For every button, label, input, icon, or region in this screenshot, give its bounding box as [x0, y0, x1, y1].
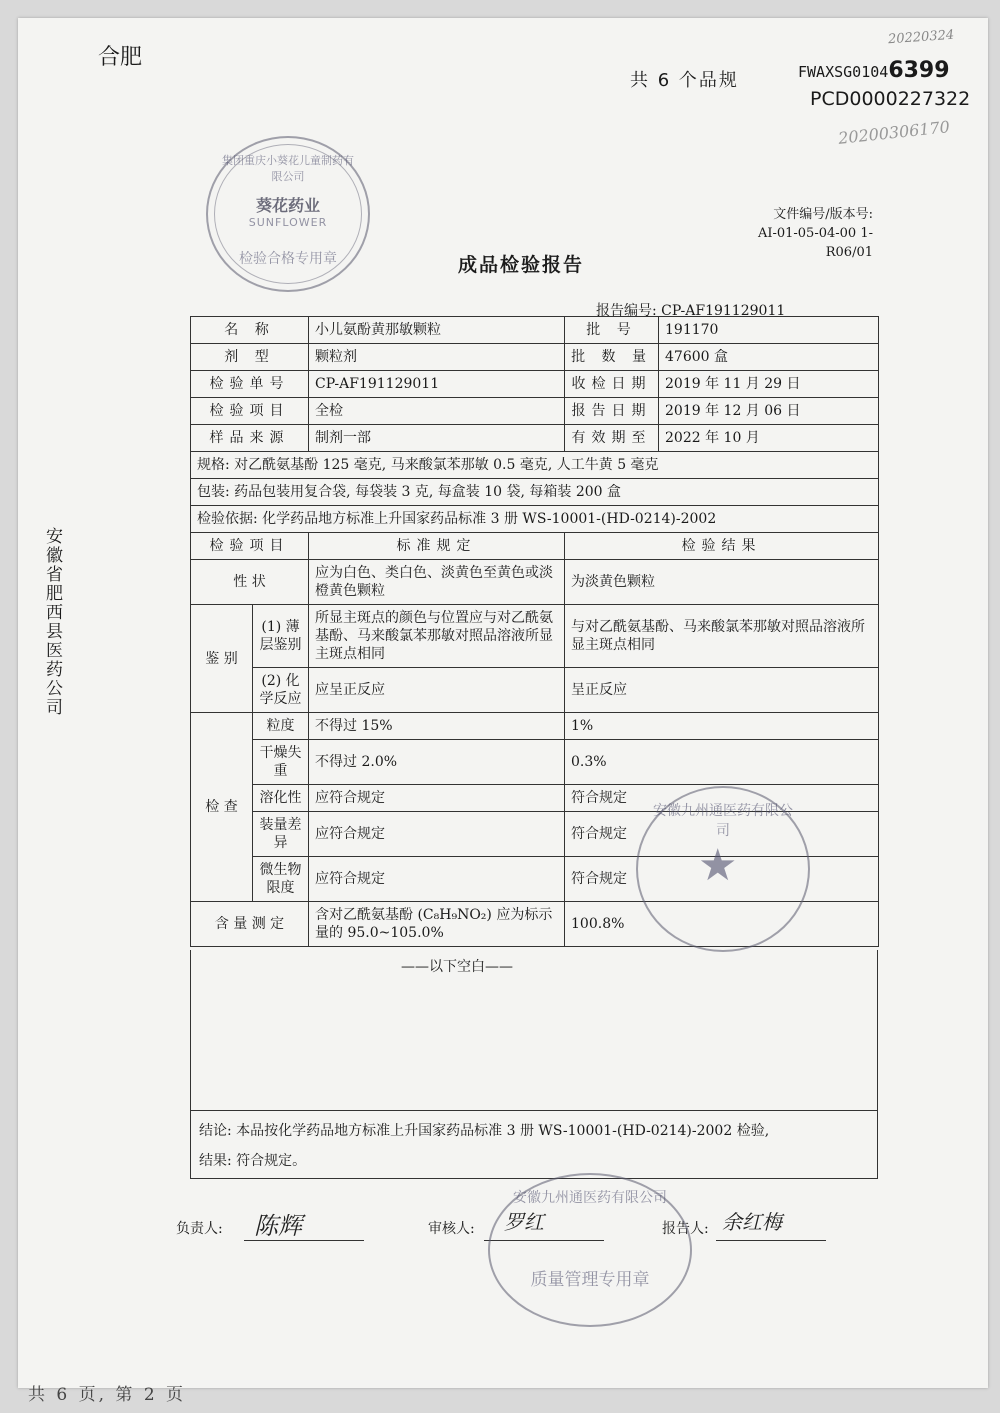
dry-result: 0.3% — [565, 740, 879, 785]
table-row — [191, 713, 879, 740]
valid-label: 有效期至 — [565, 425, 659, 452]
fill-result: 符合规定 — [565, 812, 879, 857]
receive-date-value: 2019 年 11 月 29 日 — [659, 371, 879, 398]
city-label: 合肥 — [98, 45, 143, 70]
reviewer-signature: 罗红 — [504, 1210, 544, 1234]
chem-name: (2) 化学反应 — [253, 668, 309, 713]
handwritten-note: 20220324 — [887, 27, 955, 48]
chem-result: 呈正反应 — [565, 668, 879, 713]
qty-label: 批 数 量 — [565, 344, 659, 371]
jiuzhou-seal: 安徽九州通医药有限公司 ★ — [636, 786, 810, 952]
check-group: 检 查 — [191, 713, 253, 902]
table-row — [191, 479, 879, 506]
result-text: 结果: 符合规定。 — [199, 1153, 307, 1169]
item-value: 全检 — [309, 398, 565, 425]
reporter-label: 报告人: — [662, 1221, 709, 1237]
form-label: 剂 型 — [191, 344, 309, 371]
micro-result: 符合规定 — [565, 857, 879, 902]
report-date-value: 2019 年 12 月 06 日 — [659, 398, 879, 425]
spec-line: 规格: 对乙酰氨基酚 125 毫克, 马来酸氯苯那敏 0.5 毫克, 人工牛黄 5 毫克 — [191, 452, 879, 479]
fill-name: 装量差异 — [253, 812, 309, 857]
item-label: 检验项目 — [191, 398, 309, 425]
basis-line: 检验依据: 化学药品地方标准上升国家药品标准 3 册 WS-10001-(HD-0214)-2002 — [191, 506, 879, 533]
col-header-result: 检验结果 — [565, 533, 879, 560]
file-number — [718, 205, 873, 262]
table-row — [191, 317, 879, 344]
tracking-code-prefix: FWAXSG0104 — [798, 63, 889, 81]
batch-value: 191170 — [659, 317, 879, 344]
appearance-standard: 应为白色、类白色、淡黄色至黄色或淡橙黄色颗粒 — [309, 560, 565, 605]
table-row — [191, 605, 879, 668]
report-date-label: 报告日期 — [565, 398, 659, 425]
name-label: 名 称 — [191, 317, 309, 344]
qty-value: 47600 盒 — [659, 344, 879, 371]
check-no-label: 检验单号 — [191, 371, 309, 398]
tlc-result: 与对乙酰氨基酚、马来酸氯苯那敏对照品溶液所显主斑点相同 — [565, 605, 879, 668]
micro-name: 微生物限度 — [253, 857, 309, 902]
chem-standard: 应呈正反应 — [309, 668, 565, 713]
responsible-label: 负责人: — [176, 1221, 223, 1237]
col-header-standard: 标准规定 — [309, 533, 565, 560]
tlc-name: (1) 薄层鉴别 — [253, 605, 309, 668]
valid-value: 2022 年 10 月 — [659, 425, 879, 452]
reviewer-label: 审核人: — [428, 1221, 475, 1237]
table-row — [191, 371, 879, 398]
table-row — [191, 344, 879, 371]
source-label: 样品来源 — [191, 425, 309, 452]
fill-standard: 应符合规定 — [309, 812, 565, 857]
product-count: 共 6 个品规 — [630, 70, 739, 91]
form-value: 颗粒剂 — [309, 344, 565, 371]
granule-result: 1% — [565, 713, 879, 740]
table-row — [191, 452, 879, 479]
tracking-code — [798, 58, 950, 83]
assay-name: 含 量 测 定 — [191, 902, 309, 947]
side-vertical-text: 安徽省肥西县医药公司 — [46, 527, 63, 718]
blank-below-marker: ——以下空白—— — [401, 959, 513, 975]
table-header-row — [191, 533, 879, 560]
receive-date-label: 收检日期 — [565, 371, 659, 398]
assay-standard: 含对乙酰氨基酚 (C₈H₉NO₂) 应为标示量的 95.0~105.0% — [309, 902, 565, 947]
check-no-value: CP-AF191129011 — [309, 371, 565, 398]
report-number: 报告编号: CP-AF191129011 — [596, 303, 786, 319]
table-row — [191, 398, 879, 425]
table-row — [191, 560, 879, 605]
quality-seal: 安徽九州通医药有限公司 质量管理专用章 — [488, 1173, 692, 1327]
granule-standard: 不得过 15% — [309, 713, 565, 740]
document-page — [18, 18, 988, 1405]
conclusion-text: 结论: 本品按化学药品地方标准上升国家药品标准 3 册 WS-10001-(HD-0214)-2002 检验, — [199, 1123, 770, 1139]
report-title: 成品检验报告 — [458, 254, 585, 276]
appearance-name: 性 状 — [191, 560, 309, 605]
star-icon: ★ — [698, 840, 738, 891]
handwritten-note: 20200306170 — [837, 117, 951, 148]
tlc-standard: 所显主斑点的颜色与位置应与对乙酰氨基酚、马来酸氯苯那敏对照品溶液所显主斑点相同 — [309, 605, 565, 668]
dry-name: 干燥失重 — [253, 740, 309, 785]
file-number-value: AI-01-05-04-00 1-R06/01 — [757, 226, 873, 260]
appearance-result: 为淡黄色颗粒 — [565, 560, 879, 605]
page-footer: 共 6 页, 第 2 页 — [28, 1385, 187, 1405]
source-value: 制剂一部 — [309, 425, 565, 452]
assay-result: 100.8% — [565, 902, 879, 947]
col-header-item: 检验项目 — [191, 533, 309, 560]
batch-label: 批 号 — [565, 317, 659, 344]
file-number-label: 文件编号/版本号: — [773, 207, 873, 222]
solubility-result: 符合规定 — [565, 785, 879, 812]
table-row — [191, 506, 879, 533]
pcd-code: PCD0000227322 — [810, 88, 971, 110]
identify-group: 鉴 别 — [191, 605, 253, 713]
table-row — [191, 740, 879, 785]
table-row — [191, 668, 879, 713]
tracking-code-suffix: 6399 — [888, 58, 950, 83]
responsible-signature: 陈辉 — [254, 1212, 302, 1240]
package-line: 包装: 药品包装用复合袋, 每袋装 3 克, 每盒装 10 袋, 每箱装 200 盒 — [191, 479, 879, 506]
remarks-box — [190, 950, 878, 1179]
company-seal: 集团重庆小葵花儿童制药有限公司 葵花药业 SUNFLOWER 检验合格专用章 — [206, 136, 370, 292]
name-value: 小儿氨酚黄那敏颗粒 — [309, 317, 565, 344]
solubility-standard: 应符合规定 — [309, 785, 565, 812]
reporter-signature: 余红梅 — [722, 1210, 782, 1234]
solubility-name: 溶化性 — [253, 785, 309, 812]
granule-name: 粒度 — [253, 713, 309, 740]
micro-standard: 应符合规定 — [309, 857, 565, 902]
table-row — [191, 425, 879, 452]
dry-standard: 不得过 2.0% — [309, 740, 565, 785]
